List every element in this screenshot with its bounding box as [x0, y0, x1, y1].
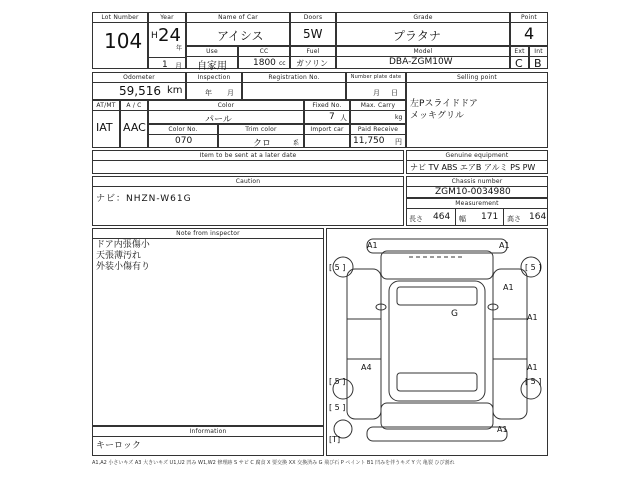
- bracket-4: [ 5 ]: [525, 377, 542, 386]
- int-label: Int: [530, 47, 547, 57]
- caution-label: Caution: [93, 177, 403, 187]
- inspection-label: Inspection: [187, 73, 241, 83]
- measurement-box: [406, 198, 548, 226]
- color-label: Color: [149, 101, 303, 111]
- max-carry-label: Max. Carry: [351, 101, 405, 111]
- atmt-label: AT/MT: [93, 101, 119, 111]
- fixed-label: Fixed No.: [305, 101, 349, 111]
- mark-a1-3: A1: [503, 283, 514, 292]
- year-era: H: [151, 31, 158, 41]
- measurement-div-1: [455, 209, 456, 225]
- ext-value: C: [515, 57, 523, 70]
- lot-box: [92, 12, 148, 69]
- odometer-box: [92, 72, 186, 100]
- info-box: [92, 426, 324, 456]
- inspection-month-unit: 月: [227, 89, 234, 97]
- use-label: Use: [187, 47, 237, 57]
- use-value: 自家用: [197, 61, 227, 72]
- inspection-box: [186, 72, 242, 100]
- year-month: 1: [162, 60, 168, 70]
- color-value: パール: [205, 115, 232, 125]
- point-label: Point: [511, 13, 547, 23]
- selling-box: [406, 72, 548, 148]
- use-box: [186, 46, 238, 72]
- selling-line-1: 左Pスライドドア: [410, 99, 478, 109]
- trim-box: [218, 124, 304, 148]
- bracket-2: [ 5 ]: [525, 263, 542, 272]
- plate-date-label: Number plate date: [347, 73, 405, 83]
- fuel-value: ガソリン: [296, 59, 328, 68]
- odometer-unit: km: [167, 85, 183, 96]
- lot-value: 104: [104, 29, 143, 53]
- year-divider: [149, 57, 185, 58]
- fuel-label: Fuel: [291, 47, 335, 57]
- chassis-label: Chassis number: [407, 177, 547, 187]
- selling-label: Selling point: [407, 73, 547, 83]
- car-outline: [327, 229, 547, 455]
- fixed-unit: 人: [340, 114, 347, 122]
- price-label: Paid Receive: [351, 125, 405, 135]
- cc-label: CC: [239, 47, 289, 57]
- chassis-box: [406, 176, 548, 198]
- grade-label: Grade: [337, 13, 509, 23]
- ac-box: [120, 100, 148, 148]
- car-value: アイシス: [217, 29, 264, 43]
- hood-shape: [381, 251, 493, 279]
- measurement-hgt: 164: [529, 212, 547, 222]
- model-value: DBA-ZGM10W: [389, 57, 453, 67]
- year-month-unit: 月: [175, 62, 182, 70]
- max-carry-unit: kg: [395, 114, 403, 121]
- chassis-value: ZGM10-0034980: [435, 187, 511, 197]
- later-label: Item to be sent at a later date: [93, 151, 403, 161]
- note-label: Note from inspector: [93, 229, 323, 239]
- measurement-len-label: 長さ: [409, 215, 423, 223]
- atmt-value: IAT: [96, 121, 113, 134]
- point-box: [510, 12, 548, 46]
- measurement-wid: 171: [481, 212, 499, 222]
- bracket-t: [T]: [329, 435, 341, 444]
- caution-box: [92, 176, 404, 226]
- trim-label: Trim color: [219, 125, 303, 135]
- lot-label: Lot Number: [93, 13, 147, 23]
- year-value: 24: [158, 25, 181, 46]
- mark-a1-2: A1: [499, 241, 510, 250]
- fixed-value: 7: [329, 112, 335, 122]
- grade-box: [336, 12, 510, 46]
- trim-value: クロ: [253, 139, 272, 149]
- mark-a1-5: A1: [527, 363, 538, 372]
- info-label: Information: [93, 427, 323, 437]
- plate-date-box: [346, 72, 406, 100]
- color-no-value: 070: [175, 136, 193, 146]
- measurement-len: 464: [433, 212, 451, 222]
- grade-value: プラタナ: [393, 29, 441, 43]
- bracket-5: [ 5 ]: [329, 403, 346, 412]
- later-box: [92, 150, 404, 174]
- odometer-label: Odometer: [93, 73, 185, 83]
- doors-box: [290, 12, 336, 46]
- ext-box: [510, 46, 529, 69]
- point-value: 4: [524, 24, 535, 43]
- equipment-label: Genuine equipment: [407, 151, 547, 161]
- info-value: キーロック: [96, 441, 141, 451]
- mark-a1-4: A1: [527, 313, 538, 322]
- import-label: Import car: [305, 125, 349, 135]
- windshield-shape: [397, 287, 477, 305]
- year-box: [148, 12, 186, 69]
- trunk-shape: [381, 403, 493, 429]
- note-line-1: ドア内張傷小: [96, 240, 150, 250]
- inspection-year-unit: 年: [205, 89, 212, 97]
- note-line-3: 外装小傷有り: [96, 262, 151, 272]
- cc-box: [238, 46, 290, 69]
- trim-unit: 系: [293, 140, 300, 147]
- max-carry-box: [350, 100, 406, 124]
- registration-label: Registration No.: [243, 73, 345, 83]
- price-value: 11,750: [353, 136, 385, 146]
- rear-window-shape: [397, 373, 477, 391]
- doors-value: 5W: [303, 27, 323, 41]
- atmt-box: [92, 100, 120, 148]
- measurement-label: Measurement: [407, 199, 547, 209]
- fixed-box: [304, 100, 350, 124]
- int-box: [529, 46, 548, 69]
- model-label: Model: [337, 47, 509, 57]
- measurement-wid-label: 幅: [459, 215, 466, 223]
- selling-line-2: メッキグリル: [410, 111, 465, 121]
- ac-value: AAC: [123, 121, 146, 134]
- bracket-1: [ 5 ]: [329, 263, 346, 272]
- cc-unit: cc: [279, 60, 286, 67]
- equipment-box: [406, 150, 548, 174]
- color-box: [148, 100, 304, 124]
- car-label: Name of Car: [187, 13, 289, 23]
- measurement-div-2: [503, 209, 504, 225]
- plate-month-unit: 月: [373, 89, 380, 97]
- mark-a1-1: A1: [367, 241, 378, 250]
- registration-box: [242, 72, 346, 100]
- mark-a4: A4: [361, 363, 372, 372]
- damage-diagram: [326, 228, 548, 456]
- note-line-2: 天張薄汚れ: [96, 251, 142, 261]
- ext-label: Ext: [511, 47, 528, 57]
- color-no-label: Color No.: [149, 125, 217, 135]
- equipment-value: ナビ TV ABS エアB アルミ PS PW: [410, 163, 536, 172]
- int-value: B: [534, 57, 542, 70]
- year-label: Year: [149, 13, 185, 23]
- measurement-hgt-label: 高さ: [507, 215, 521, 223]
- color-no-box: [148, 124, 218, 148]
- year-unit: 年: [176, 45, 183, 52]
- price-unit: 円: [395, 138, 402, 146]
- cc-value: 1800: [253, 58, 276, 68]
- note-box: [92, 228, 324, 426]
- price-box: [350, 124, 406, 148]
- legend: A1,A2 小さいキズ A3 大きいキズ U1,U2 凹み W1,W2 修理跡 S サビ C 腐食 X 要交換 XX 交換済み G 飛び石 P ペイント B1 凹みを伴うキズ Y 穴 亀裂 ひび割れ: [92, 460, 455, 466]
- import-box: [304, 124, 350, 148]
- fuel-box: [290, 46, 336, 69]
- doors-label: Doors: [291, 13, 335, 23]
- car-box: [186, 12, 290, 46]
- mark-g: G: [451, 309, 458, 319]
- caution-value: ナビ：NHZN-W61G: [96, 194, 192, 204]
- mark-a1-6: A1: [497, 425, 508, 434]
- roof-shape: [389, 281, 485, 401]
- left-side-shape: [347, 269, 381, 419]
- plate-day-unit: 日: [391, 89, 398, 97]
- model-box: [336, 46, 510, 69]
- bracket-3: [ 5 ]: [329, 377, 346, 386]
- odometer-value: 59,516: [119, 84, 161, 98]
- ac-label: A / C: [121, 101, 147, 111]
